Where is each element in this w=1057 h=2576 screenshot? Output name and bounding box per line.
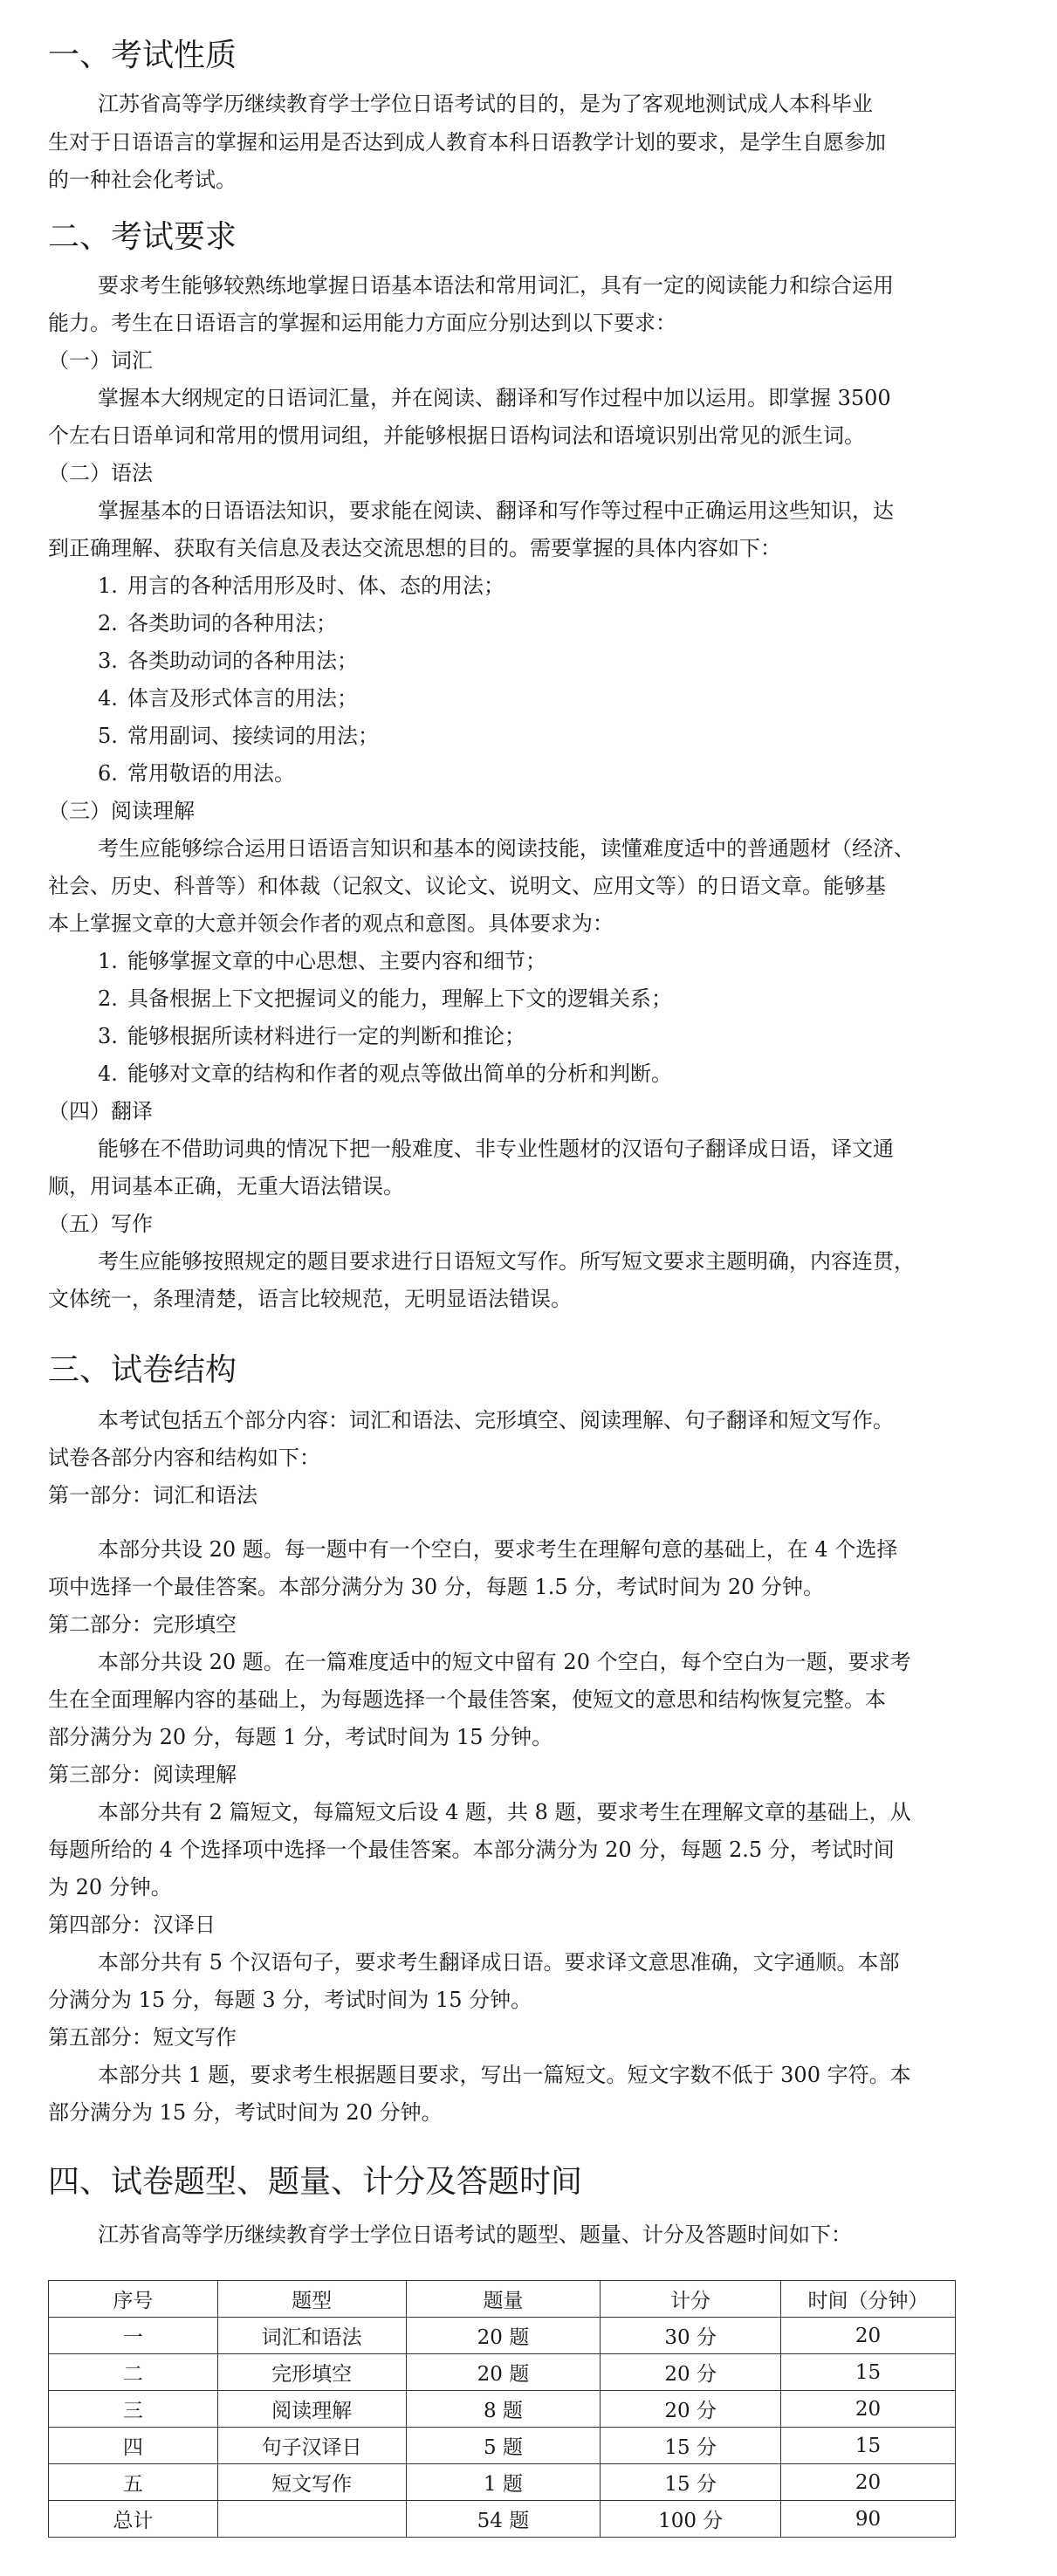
table-header-row	[49, 2281, 956, 2318]
table-cell: 短文写作	[217, 2464, 406, 2501]
paragraph-line: 江苏省高等学历继续教育学士学位日语考试的目的，是为了客观地测试成人本科毕业	[98, 92, 873, 116]
paragraph-line: 分满分为 15 分，每题 3 分，考试时间为 15 分钟。	[48, 1988, 532, 2012]
table-total-row	[49, 2501, 956, 2538]
subsection-heading: 第二部分：完形填空	[48, 1612, 237, 1637]
table-cell: 句子汉译日	[217, 2428, 406, 2464]
list-number: 3.	[98, 649, 118, 673]
table-cell: 100 分	[601, 2501, 781, 2538]
paragraph-line: 考生应能够综合运用日语语言知识和基本的阅读技能，读懂难度适中的普通题材（经济、	[98, 836, 915, 861]
table-cell: 1 题	[406, 2464, 601, 2501]
paragraph-line: 每题所给的 4 个选择项中选择一个最佳答案。本部分满分为 20 分，每题 2.5 分，考试时间	[48, 1838, 895, 1862]
list-item	[98, 610, 337, 636]
subsection-heading: （一）词汇	[48, 348, 153, 373]
table-cell: 20	[781, 2318, 956, 2354]
table-row	[49, 2318, 956, 2354]
table-row	[49, 2391, 956, 2428]
table-cell: 5 题	[406, 2428, 601, 2464]
list-number: 2.	[98, 611, 118, 635]
list-item	[98, 723, 379, 749]
header-cell: 题量	[406, 2281, 601, 2318]
paragraph-line: 要求考生能够较熟练地掌握日语基本语法和常用词汇，具有一定的阅读能力和综合运用	[98, 273, 894, 298]
table-cell: 54 题	[406, 2501, 601, 2538]
paragraph-line: 本考试包括五个部分内容：词汇和语法、完形填空、阅读理解、句子翻译和短文写作。	[98, 1408, 894, 1432]
subsection-heading: 第一部分：词汇和语法	[48, 1483, 257, 1508]
table-row	[49, 2428, 956, 2464]
table-cell: 完形填空	[217, 2354, 406, 2391]
subsection-heading: 第四部分：汉译日	[48, 1913, 216, 1937]
list-text: 体言及形式体言的用法；	[127, 686, 358, 711]
list-text: 常用副词、接续词的用法；	[127, 724, 379, 748]
section-2-title: 二、考试要求	[48, 219, 237, 255]
table-cell	[217, 2501, 406, 2538]
paragraph-line: 试卷各部分内容和结构如下：	[48, 1446, 320, 1470]
paragraph-line: 项中选择一个最佳答案。本部分满分为 30 分，每题 1.5 分，考试时间为 20 分钟。	[48, 1575, 825, 1599]
subsection-heading: （三）阅读理解	[48, 799, 195, 823]
paragraph-line: 生对于日语语言的掌握和运用是否达到成人教育本科日语教学计划的要求，是学生自愿参加	[48, 130, 886, 155]
list-text: 能够根据所读材料进行一定的判断和推论；	[127, 1024, 525, 1048]
list-item	[98, 986, 672, 1012]
table-row	[49, 2354, 956, 2391]
paragraph-line: 本部分共 1 题，要求考生根据题目要求，写出一篇短文。短文字数不低于 300 字符。本	[98, 2063, 911, 2087]
list-number: 1.	[98, 949, 118, 973]
table-cell: 20	[781, 2391, 956, 2428]
paragraph-line: 掌握基本的日语语法知识，要求能在阅读、翻译和写作等过程中正确运用这些知识，达	[98, 498, 894, 523]
paragraph-line: 社会、历史、科普等）和体裁（记叙文、议论文、说明文、应用文等）的日语文章。能够基	[48, 874, 886, 898]
paragraph-line: 本部分共有 2 篇短文，每篇短文后设 4 题，共 8 题，要求考生在理解文章的基础上，从	[98, 1800, 911, 1824]
section-1-title: 一、考试性质	[48, 38, 237, 73]
table-cell: 20	[781, 2464, 956, 2501]
header-cell: 题型	[217, 2281, 406, 2318]
paragraph-line: 为 20 分钟。	[48, 1875, 172, 1899]
table-cell: 一	[49, 2318, 218, 2354]
list-number: 3.	[98, 1024, 118, 1048]
table-cell: 20 题	[406, 2318, 601, 2354]
paragraph-line: 本部分共有 5 个汉语句子，要求考生翻译成日语。要求译文意思准确，文字通顺。本部	[98, 1950, 900, 1975]
paragraph-line: 能力。考生在日语语言的掌握和运用能力方面应分别达到以下要求：	[48, 311, 676, 335]
list-item	[98, 760, 295, 787]
list-item	[98, 573, 504, 599]
paragraph-line: 江苏省高等学历继续教育学士学位日语考试的题型、题量、计分及答题时间如下：	[98, 2222, 852, 2247]
list-number: 4.	[98, 1061, 118, 1086]
table-cell: 8 题	[406, 2391, 601, 2428]
list-item	[98, 1061, 672, 1087]
score-table	[48, 2280, 956, 2538]
paragraph-line: 本部分共设 20 题。每一题中有一个空白，要求考生在理解句意的基础上，在 4 个选择	[98, 1537, 898, 1562]
list-number: 5.	[98, 724, 118, 748]
table-cell: 15 分	[601, 2464, 781, 2501]
subsection-heading: （五）写作	[48, 1212, 153, 1236]
table-cell: 15	[781, 2354, 956, 2391]
subsection-heading: 第五部分：短文写作	[48, 2025, 237, 2050]
paragraph-line: 本上掌握文章的大意并领会作者的观点和意图。具体要求为：	[48, 911, 614, 936]
paragraph-line: 本部分共设 20 题。在一篇难度适中的短文中留有 20 个空白，每个空白为一题，要求考	[98, 1650, 911, 1674]
list-item	[98, 948, 546, 974]
list-text: 各类助词的各种用法；	[127, 611, 337, 635]
list-number: 2.	[98, 986, 118, 1011]
table-cell: 二	[49, 2354, 218, 2391]
list-number: 4.	[98, 686, 118, 711]
table-cell: 阅读理解	[217, 2391, 406, 2428]
paragraph-line: 部分满分为 20 分，每题 1 分，考试时间为 15 分钟。	[48, 1725, 553, 1749]
paragraph-line: 生在全面理解内容的基础上，为每题选择一个最佳答案，使短文的意思和结构恢复完整。本	[48, 1687, 886, 1712]
header-cell: 时间（分钟）	[781, 2281, 956, 2318]
paragraph-line: 顺，用词基本正确，无重大语法错误。	[48, 1174, 404, 1199]
section-3-title: 三、试卷结构	[48, 1352, 237, 1388]
list-number: 1.	[98, 574, 118, 598]
table-row	[49, 2464, 956, 2501]
paragraph-line: 到正确理解、获取有关信息及表达交流思想的目的。需要掌握的具体内容如下：	[48, 536, 781, 560]
table-cell: 词汇和语法	[217, 2318, 406, 2354]
list-text: 常用敬语的用法。	[127, 761, 295, 786]
table-cell: 15	[781, 2428, 956, 2464]
list-text: 能够对文章的结构和作者的观点等做出简单的分析和判断。	[127, 1061, 672, 1086]
list-item	[98, 1023, 525, 1049]
list-item	[98, 648, 358, 674]
list-text: 能够掌握文章的中心思想、主要内容和细节；	[127, 949, 546, 973]
table-cell: 20 分	[601, 2391, 781, 2428]
paragraph-line: 的一种社会化考试。	[48, 168, 237, 192]
paragraph-line: 掌握本大纲规定的日语词汇量，并在阅读、翻译和写作过程中加以运用。即掌握 3500	[98, 386, 891, 410]
subsection-heading: （二）语法	[48, 461, 153, 485]
table-cell: 五	[49, 2464, 218, 2501]
paragraph-line: 个左右日语单词和常用的惯用词组，并能够根据日语构词法和语境识别出常见的派生词。	[48, 423, 865, 448]
subsection-heading: 第三部分：阅读理解	[48, 1762, 237, 1787]
table-cell: 90	[781, 2501, 956, 2538]
list-text: 各类助动词的各种用法；	[127, 649, 358, 673]
paragraph-line: 考生应能够按照规定的题目要求进行日语短文写作。所写短文要求主题明确，内容连贯，	[98, 1249, 915, 1274]
list-number: 6.	[98, 761, 118, 786]
table-cell: 总计	[49, 2501, 218, 2538]
table-cell: 15 分	[601, 2428, 781, 2464]
table-cell: 20 题	[406, 2354, 601, 2391]
table-cell: 四	[49, 2428, 218, 2464]
list-text: 用言的各种活用形及时、体、态的用法；	[127, 574, 504, 598]
header-cell: 序号	[49, 2281, 218, 2318]
paragraph-line: 能够在不借助词典的情况下把一般难度、非专业性题材的汉语句子翻译成日语，译文通	[98, 1137, 894, 1161]
table-cell: 30 分	[601, 2318, 781, 2354]
list-text: 具备根据上下文把握词义的能力，理解上下文的逻辑关系；	[127, 986, 672, 1011]
list-item	[98, 685, 358, 711]
table-cell: 20 分	[601, 2354, 781, 2391]
section-4-title: 四、试卷题型、题量、计分及答题时间	[48, 2164, 583, 2200]
table-cell: 三	[49, 2391, 218, 2428]
paragraph-line: 文体统一，条理清楚，语言比较规范，无明显语法错误。	[48, 1287, 572, 1311]
header-cell: 计分	[601, 2281, 781, 2318]
subsection-heading: （四）翻译	[48, 1099, 153, 1123]
paragraph-line: 部分满分为 15 分，考试时间为 20 分钟。	[48, 2100, 443, 2125]
